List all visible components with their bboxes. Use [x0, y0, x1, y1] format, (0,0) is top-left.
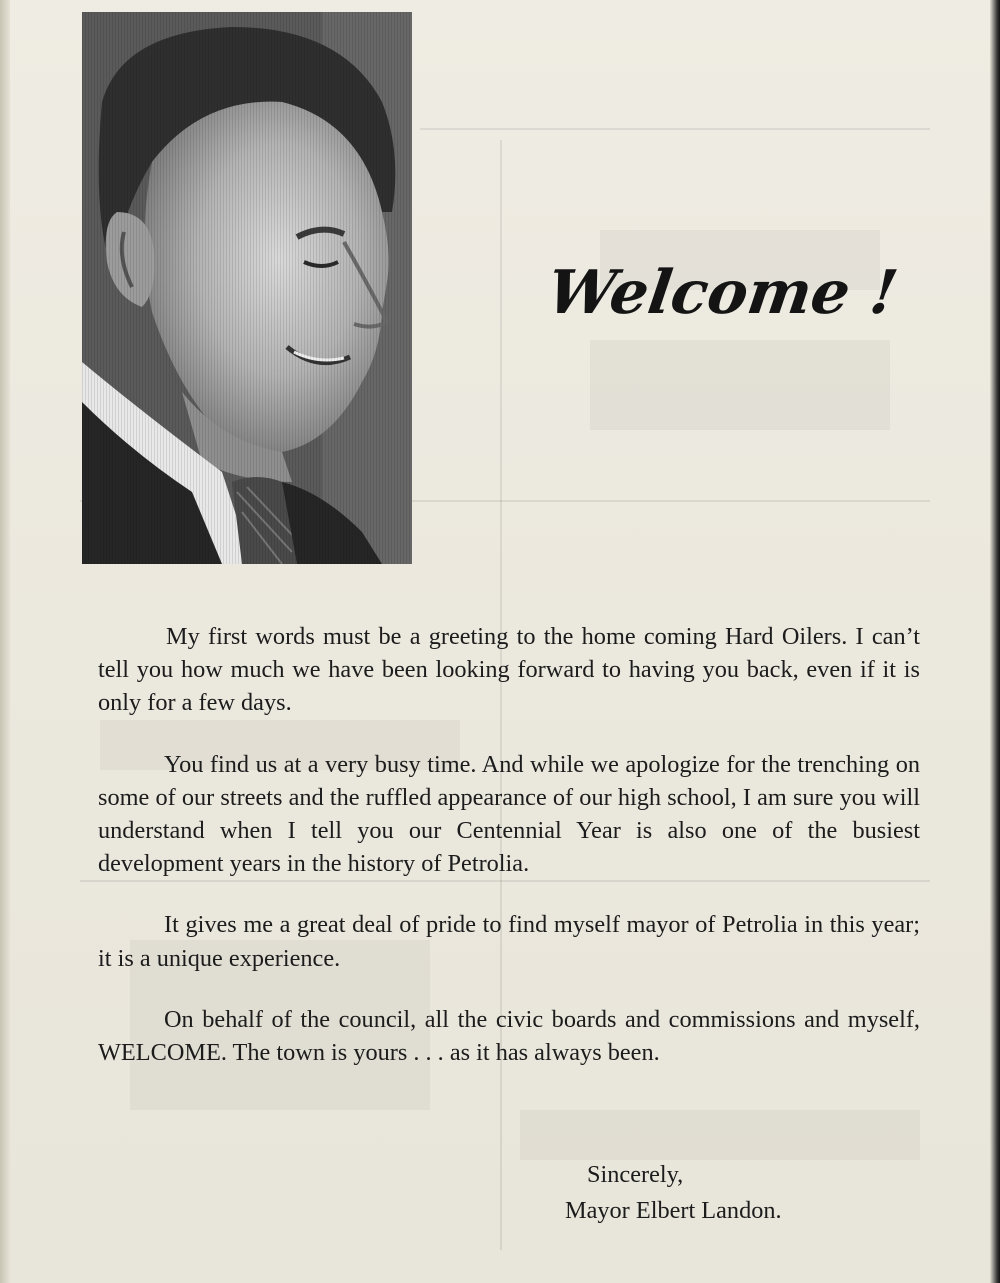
letter-body	[98, 620, 920, 1097]
letter-paragraph: My first words must be a greeting to the home coming Hard Oilers. I can’t tell you how much we have been looking forward to having you back, even if it is only for a few days.	[98, 623, 920, 717]
page-left-edge	[0, 0, 10, 1283]
closing-line: Sincerely,	[587, 1161, 684, 1188]
letter-paragraph: It gives me a great deal of pride to find myself mayor of Petrolia in this year; it is a unique experience.	[98, 911, 920, 972]
page-right-edge	[990, 0, 1000, 1283]
bleed-rule	[420, 128, 930, 130]
signoff	[565, 1158, 782, 1227]
signature-name: Mayor Elbert Landon.	[565, 1197, 782, 1224]
portrait-photo-icon	[82, 12, 412, 564]
portrait-photo	[82, 12, 412, 564]
letter-paragraph: You find us at a very busy time. And while we apologize for the trenching on some of our streets and the ruffled appearance of our high school, I am sure you will understand when I tell you our Centennial Year is also one of the busiest development years in the history of Petrolia.	[98, 750, 920, 878]
bleed-block	[520, 1110, 920, 1160]
bleed-block	[590, 340, 890, 430]
welcome-heading: Welcome !	[543, 258, 902, 328]
letter-paragraph: On behalf of the council, all the civic boards and commissions and myself, WELCOME. The town is yours . . . as it has always been.	[98, 1005, 920, 1067]
